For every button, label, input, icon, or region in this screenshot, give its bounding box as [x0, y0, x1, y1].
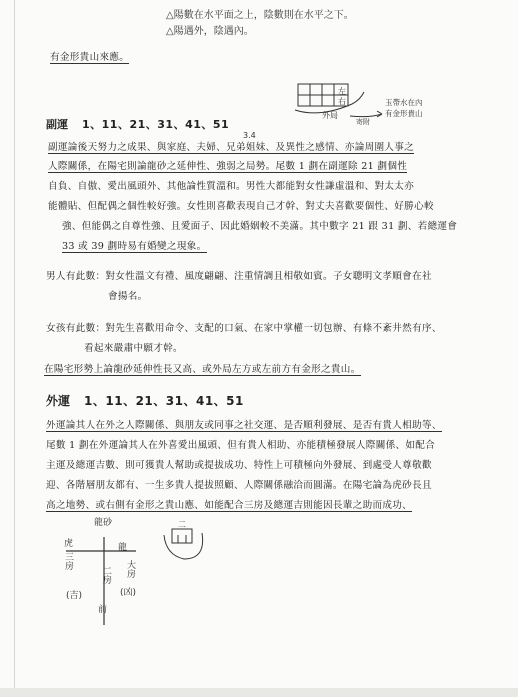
fuyun-female: 女孩有此數：對先生喜歡用命令、支配的口氣、在家中掌權一切包辦、有條不紊井然有序、: [46, 323, 442, 334]
sketch-label-tiger: 虎: [64, 539, 74, 549]
handwritten-annotation: 3.4: [243, 131, 256, 140]
fuyun-line-3: 自負、自傲、愛出風頭外、其他論性質溫和。男性大都能對女性謙虛溫和、對太太亦: [48, 181, 415, 192]
margin-line: [14, 0, 15, 697]
handwritten-note-2: △陽遇外，陰遇內。: [166, 26, 254, 37]
fuyun-male: 男人有此數：對女性溫文有禮、風度翩翩、注重情調且相敬如賓。子女聰明文孝順會在社: [46, 271, 432, 282]
sketch-label-front: 前: [98, 605, 108, 615]
fuyun-line-1: 副運論後天努力之成果、與家庭、夫婦、兄弟姐妹、及異性之感情、亦論周圍人事之: [48, 142, 415, 153]
diagram-label-right: 右: [338, 97, 346, 106]
sketch-label-first-house: 大房: [125, 560, 135, 578]
sketch-label-inauspicious: (凶): [120, 588, 137, 598]
dragon-tiger-sketch: [56, 515, 256, 635]
page-bottom-edge: [0, 688, 518, 697]
diagram-note-mountain: 有金形貴山: [385, 109, 423, 118]
sketch-label-auspicious: (吉): [66, 591, 83, 601]
waiyun-line-5: 高之地勢、或右側有金形之貴山應、如能配合三房及總運吉則能因長輩之助而成功、: [46, 500, 413, 511]
diagram-label-left: 左: [338, 87, 346, 96]
diagram-label-outer: 外局: [322, 111, 338, 120]
waiyun-line-3: 主運及總運吉數、則可獲貴人幫助或提拔成功、特性上可積極向外發展、到處受人尊敬歡: [46, 460, 432, 471]
handwritten-note-1: △陽數在水平面之上，陰數則在水平之下。: [166, 10, 354, 21]
fuyun-male-cont: 會揚名。: [108, 291, 148, 302]
sketch-label-dragon: 龍: [118, 543, 128, 553]
section-heading-waiyun: 外運 1、11、21、31、41、51: [46, 394, 244, 408]
diagram-note-water: 玉帶水在內: [385, 98, 423, 107]
fuyun-line-4: 能體貼、但配偶之個性較好強。女性則喜歡表現自己才幹、對丈夫喜歡要個性、好勝心較: [48, 201, 434, 212]
sketch-label-second-house: 二房: [101, 566, 111, 584]
waiyun-line-2: 尾數 1 劃在外運論其人在外喜愛出風頭、但有貴人相助、亦能積極發展人際關係、如配合: [46, 440, 436, 451]
sketch-label-top: 龍砂: [94, 518, 113, 528]
section-heading-fuyun: 副運 1、11、21、31、41、51: [46, 118, 230, 131]
sketch-label-third-house: 三房: [63, 552, 73, 570]
diagram-note-attached: 寄附: [356, 118, 370, 126]
fuyun-closing: 在陽宅形勢上論龍砂延伸性長又高、或外局左方或左前方有金形之貴山。: [44, 364, 361, 375]
fuyun-line-6: 33 或 39 劃時易有婚變之現象。: [62, 241, 207, 252]
waiyun-line-4: 迎、各階層朋友都有、一生多貴人提拔照顧、人際關係融洽而圓滿。在陽宅論為虎砂長且: [46, 480, 432, 491]
waiyun-line-1: 外運論其人在外之人際關係、與朋友或同事之社交運、是否順利發展、是否有貴人相助等、: [46, 420, 442, 431]
intro-line: 有金形貴山來應。: [50, 52, 130, 63]
sketch-label-box-top: 二: [178, 520, 186, 529]
fuyun-line-2: 人際關係，在陽宅則論龍砂之延伸性、強弱之局勢。尾數 1 劃在副運除 21 劃個性: [48, 161, 408, 172]
fuyun-line-5: 強、但能偶之自尊性強、且愛面子、因此婚姻較不美滿。其中數字 21 跟 31 劃、若總運會: [62, 221, 458, 232]
fuyun-female-cont: 看起來嚴肅中願才幹。: [84, 343, 183, 354]
